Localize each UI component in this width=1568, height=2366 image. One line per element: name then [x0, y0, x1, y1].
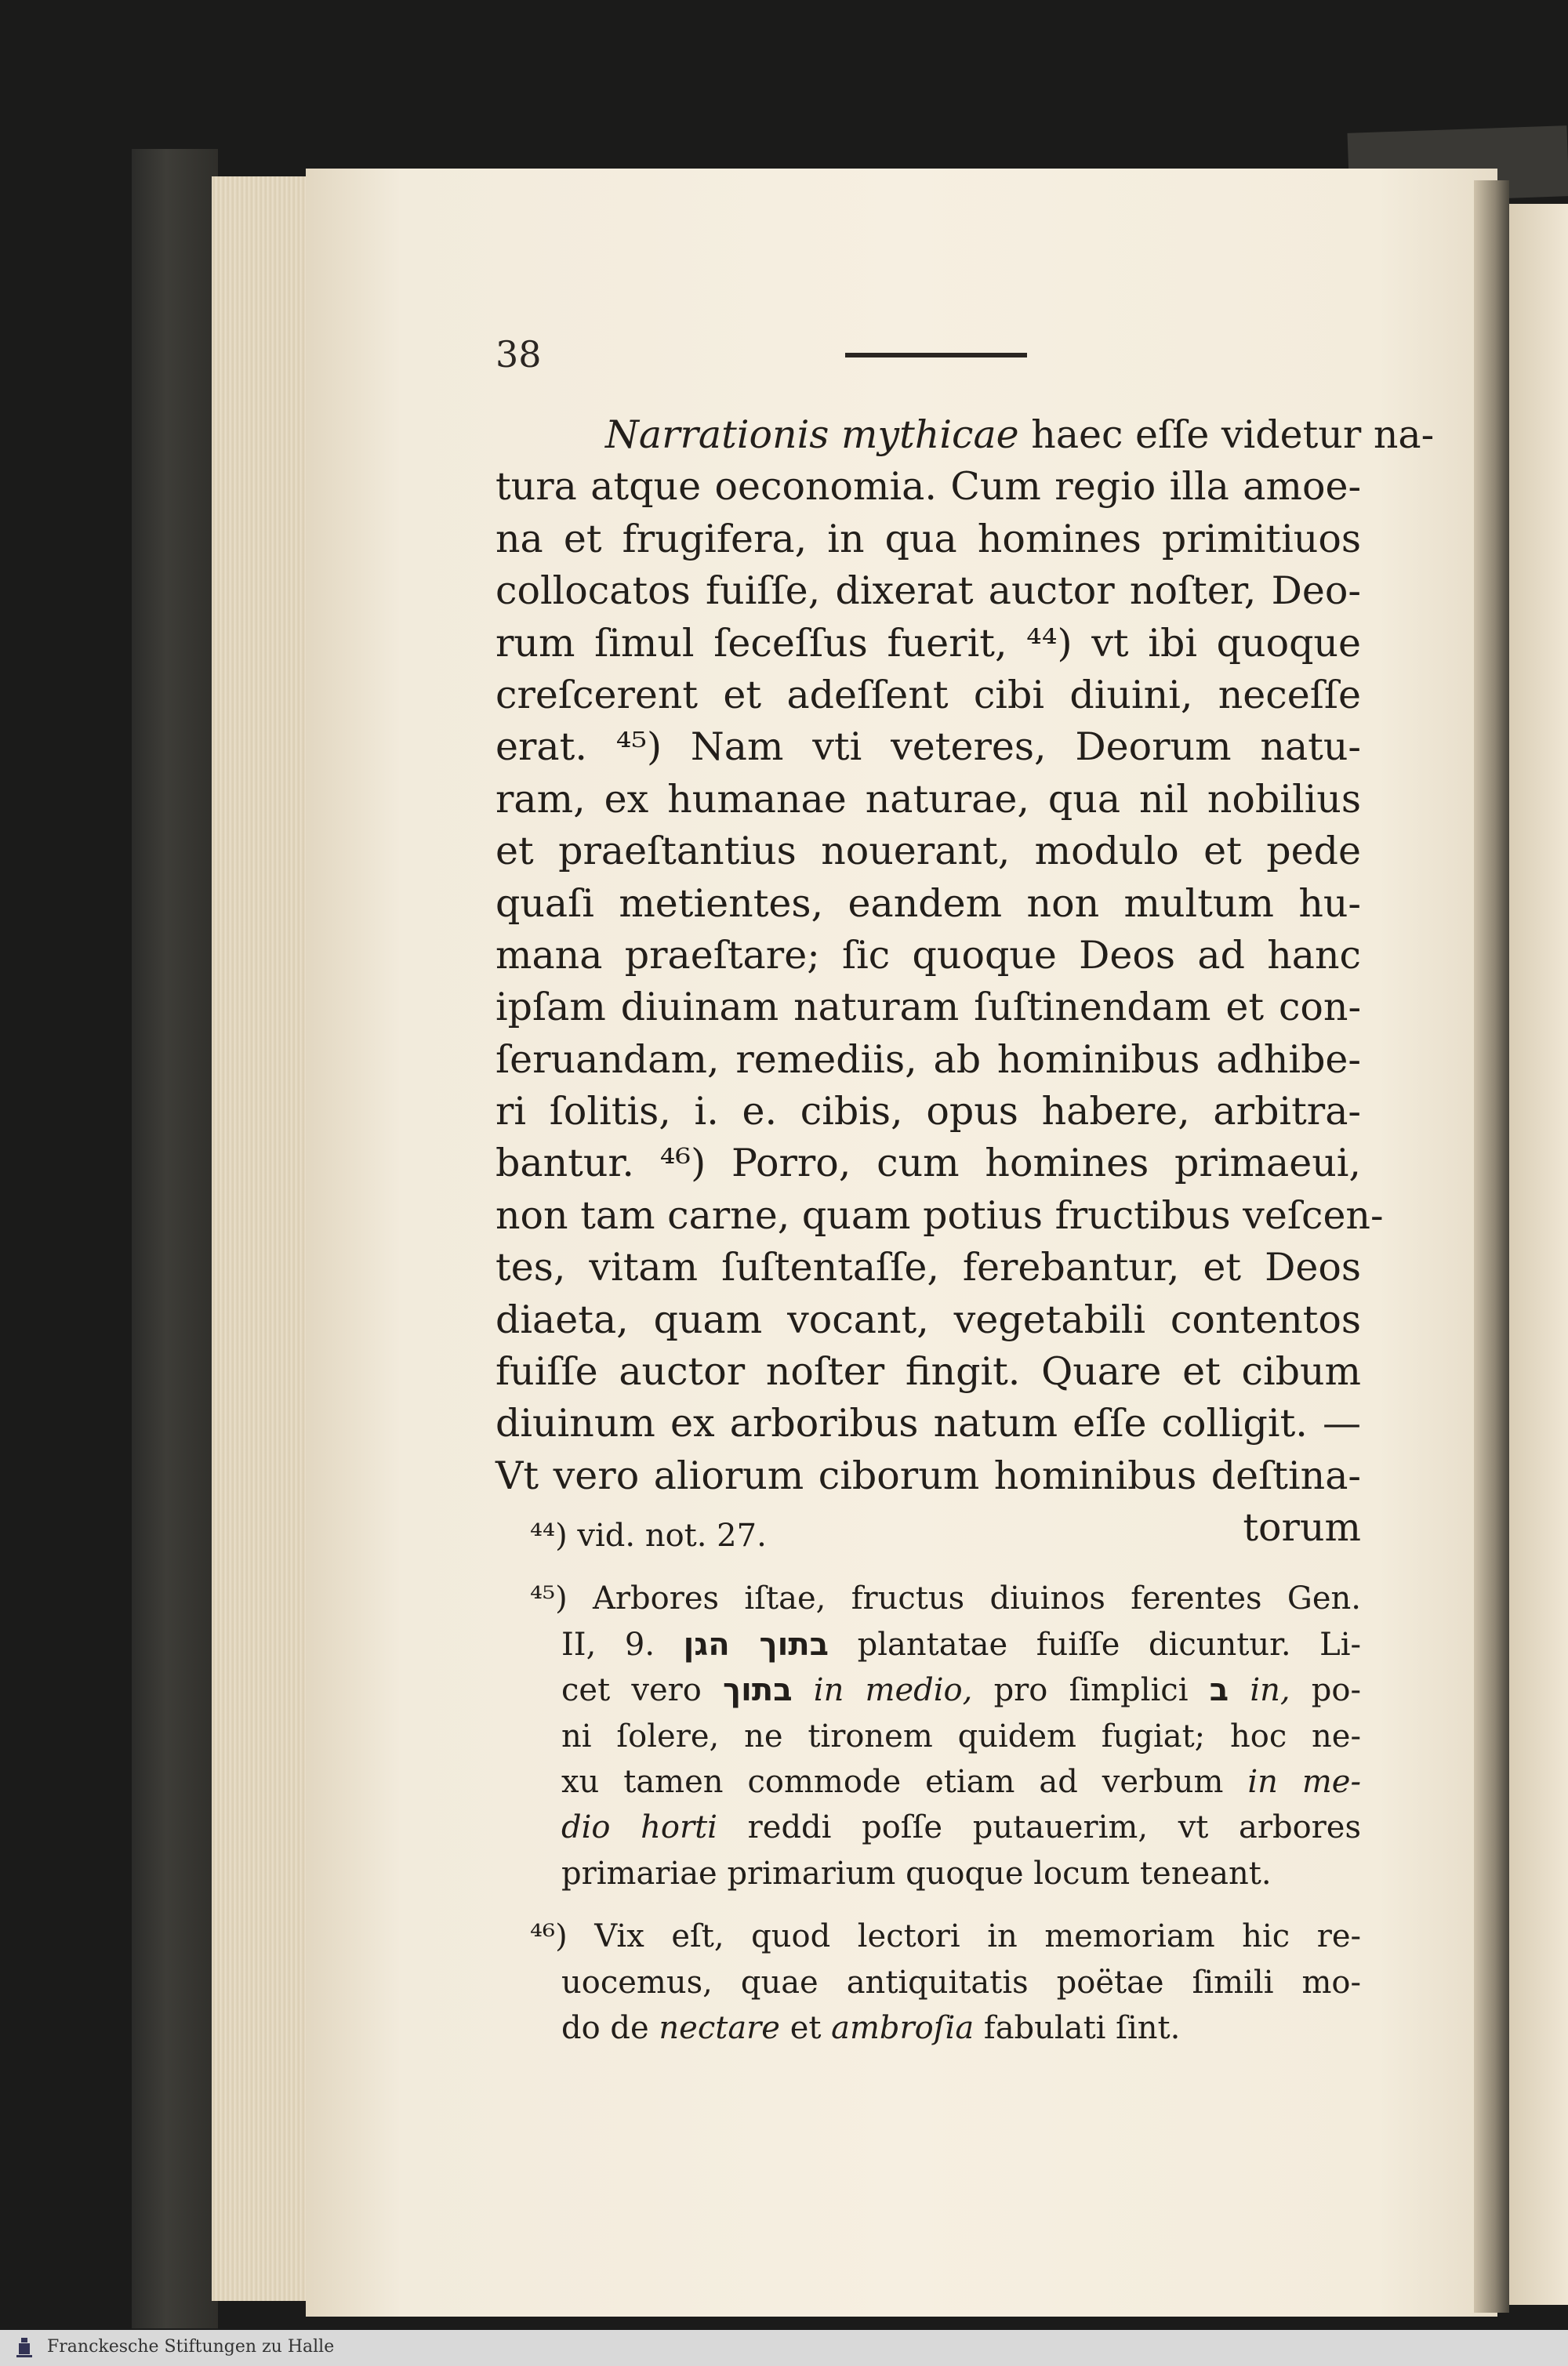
body-line: diaeta, quam vocant, vegetabili contentos [495, 1297, 1361, 1342]
institution-logo-icon [13, 2336, 36, 2360]
body-line: erat. ⁴⁵) Nam vti veteres, Deorum natu- [495, 724, 1361, 770]
page-gutter [1474, 180, 1509, 2313]
body-text [495, 409, 1435, 1555]
footnote-45-line: xu tamen commode etiam ad verbum in me- [561, 1763, 1361, 1800]
footnotes [530, 1513, 1361, 2051]
facing-page [1505, 204, 1568, 2305]
footnote-45-line: II, 9. בתוך הגן plantatae fuiſſe dicuntur. Li- [561, 1626, 1361, 1663]
body-line: non tam carne, quam potius fructibus veſcen- [495, 1192, 1384, 1238]
body-line: et praeſtantius nouerant, modulo et pede [495, 829, 1361, 874]
catchword: torum [1243, 1505, 1361, 1551]
footer-bar [0, 2330, 1568, 2366]
footnote-45-line: cet vero בתוך in medio, pro ſimplici ב in, po- [561, 1672, 1361, 1709]
header-rule [845, 353, 1027, 357]
body-line: tura atque oeconomia. Cum regio illa amoe- [495, 464, 1361, 510]
body-line-1: Narrationis mythicae haec eſſe videtur na- [605, 412, 1435, 457]
body-line: na et frugifera, in qua homines primitiuos [495, 516, 1361, 561]
body-line: creſcerent et adeſſent cibi diuini, neceſſe [495, 672, 1361, 717]
page-number: 38 [495, 333, 542, 376]
footnote-45-line: ⁴⁵) Arbores iſtae, fructus diuinos ferentes Gen. [530, 1580, 1361, 1617]
footnote-44: ⁴⁴) vid. not. 27. [530, 1518, 767, 1554]
footnote-46-line: uocemus, quae antiquitatis poëtae ſimili mo- [561, 1964, 1361, 2001]
body-line: diuinum ex arboribus natum eſſe colligit. — [495, 1401, 1361, 1446]
body-line: mana praeſtare; ſic quoque Deos ad hanc [495, 932, 1361, 978]
italic-phrase: Narrationis mythicae [605, 412, 1019, 457]
body-line: ri ſolitis, i. e. cibis, opus habere, arbitra- [495, 1089, 1361, 1134]
page-edges [212, 176, 314, 2301]
body-line: bantur. ⁴⁶) Porro, cum homines primaeui, [495, 1141, 1361, 1186]
footer-credit: Franckesche Stiftungen zu Halle [47, 2337, 335, 2357]
body-line: collocatos fuiſſe, dixerat auctor noſter, Deo- [495, 568, 1361, 614]
book-cover-left [132, 149, 218, 2328]
footnote-45-line: primariae primarium quoque locum teneant. [561, 1855, 1272, 1892]
footnote-46-line: do de nectare et ambroſia fabulati ſint. [561, 2009, 1181, 2046]
body-line: ſeruandam, remediis, ab hominibus adhibe- [495, 1036, 1361, 1082]
body-line: rum ſimul ſeceſſus fuerit, ⁴⁴) vt ibi quoque [495, 620, 1361, 666]
footnote-45-line: ni ſolere, ne tironem quidem fugiat; hoc ne- [561, 1718, 1361, 1755]
body-line: ipſam diuinam naturam ſuſtinendam et con- [495, 985, 1361, 1030]
footnote-45-line: dio horti reddi poſſe putauerim, vt arbores [561, 1809, 1362, 1846]
body-line: fuiſſe auctor noſter fingit. Quare et cibum [495, 1349, 1361, 1395]
body-line: Vt vero aliorum ciborum hominibus deſtina- [495, 1453, 1361, 1498]
body-line: ram, ex humanae naturae, qua nil nobilius [495, 776, 1361, 822]
body-line: tes, vitam ſuſtentaſſe, ferebantur, et Deos [495, 1245, 1361, 1290]
body-line: quaſi metientes, eandem non multum hu- [495, 880, 1361, 926]
footnote-46-line: ⁴⁶) Vix eſt, quod lectori in memoriam hic re- [530, 1918, 1361, 1955]
